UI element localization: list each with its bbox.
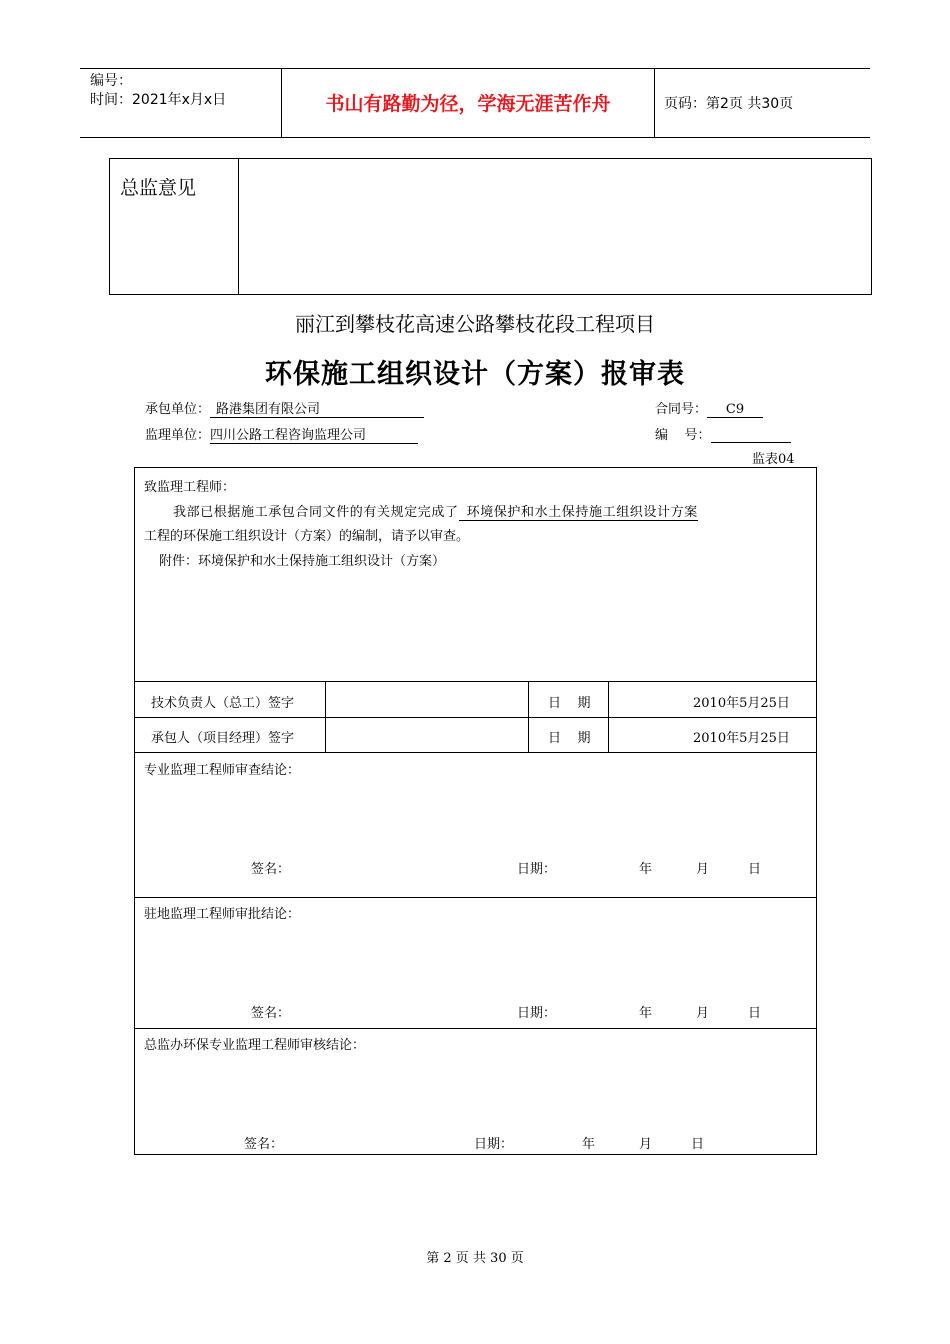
tech-lead-date-label: 日 期 — [548, 696, 591, 711]
env-date-label: 日期： — [474, 1137, 514, 1152]
env-month: 月 — [639, 1137, 653, 1152]
form-title: 环保施工组织设计（方案）报审表 — [265, 359, 685, 390]
header-meta — [90, 72, 226, 110]
contract-no-row — [655, 398, 763, 418]
env-sign-label: 签名： — [244, 1137, 284, 1152]
project-manager-date-label: 日 期 — [548, 731, 591, 746]
resident-date-label: 日期： — [517, 1006, 557, 1021]
contract-no-label: 合同号： — [655, 402, 708, 417]
submission-project: 环境保护和水土保持施工组织设计方案 — [459, 501, 698, 521]
resident-day: 日 — [748, 1006, 762, 1021]
header-number: 编号： — [90, 73, 132, 89]
supervisor-label: 监理单位： — [145, 428, 211, 443]
submission-line1-prefix: 我部已根据施工承包合同文件的有关规定完成了 — [173, 505, 459, 520]
page-header — [80, 68, 870, 138]
row-divider — [135, 1028, 816, 1029]
col-divider — [325, 681, 326, 752]
tech-lead-signature-label: 技术负责人（总工）签字 — [151, 696, 295, 711]
header-motto: 书山有路勤为径，学海无涯苦作舟 — [325, 93, 611, 115]
env-year: 年 — [582, 1137, 596, 1152]
contract-no-value: C9 — [707, 402, 763, 418]
resident-sign-label: 签名： — [251, 1006, 291, 1021]
row-divider — [135, 681, 816, 682]
resident-review-title: 驻地监理工程师审批结论： — [144, 907, 301, 922]
contractor-row — [145, 398, 424, 418]
serial-row — [655, 424, 791, 443]
env-review-title: 总监办环保专业监理工程师审核结论： — [144, 1038, 366, 1053]
chief-opinion-box — [109, 158, 872, 295]
specialist-day: 日 — [748, 862, 762, 877]
resident-month: 月 — [696, 1006, 710, 1021]
project-manager-signature-label: 承包人（项目经理）签字 — [151, 731, 295, 746]
form-code: 监表04 — [752, 452, 795, 467]
env-day: 日 — [691, 1137, 705, 1152]
contractor-value: 路港集团有限公司 — [210, 398, 424, 418]
supervisor-value: 四川公路工程咨询监理公司 — [210, 424, 418, 444]
header-divider — [654, 69, 655, 137]
review-form-table — [134, 467, 817, 1155]
contractor-label: 承包单位： — [145, 402, 211, 417]
project-manager-date: 2010年5月25日 — [693, 731, 790, 746]
submission-line2: 工程的环保施工组织设计（方案）的编制，请予以审查。 — [144, 529, 470, 544]
serial-value — [711, 427, 791, 443]
chief-opinion-label: 总监意见 — [120, 177, 197, 199]
opinion-divider — [238, 159, 239, 294]
project-name: 丽江到攀枝花高速公路攀枝花段工程项目 — [295, 312, 655, 336]
specialist-year: 年 — [639, 862, 653, 877]
submission-to: 致监理工程师： — [144, 480, 236, 495]
header-time: 时间：2021年x月x日 — [90, 92, 227, 108]
specialist-review-title: 专业监理工程师审查结论： — [144, 763, 301, 778]
row-divider — [135, 752, 816, 753]
specialist-month: 月 — [696, 862, 710, 877]
col-divider — [528, 681, 529, 752]
resident-year: 年 — [639, 1006, 653, 1021]
row-divider — [135, 717, 816, 718]
supervisor-row — [145, 424, 418, 444]
specialist-date-label: 日期： — [517, 862, 557, 877]
specialist-sign-label: 签名： — [251, 862, 291, 877]
submission-attachment: 附件：环境保护和水土保持施工组织设计（方案） — [159, 554, 446, 569]
page-footer: 第 2 页 共 30 页 — [426, 1251, 524, 1266]
tech-lead-date: 2010年5月25日 — [693, 696, 790, 711]
serial-label: 编 号： — [655, 428, 711, 443]
submission-line1 — [173, 501, 698, 521]
col-divider — [608, 681, 609, 752]
row-divider — [135, 897, 816, 898]
header-page-number: 页码：第2页 共30页 — [664, 96, 794, 112]
